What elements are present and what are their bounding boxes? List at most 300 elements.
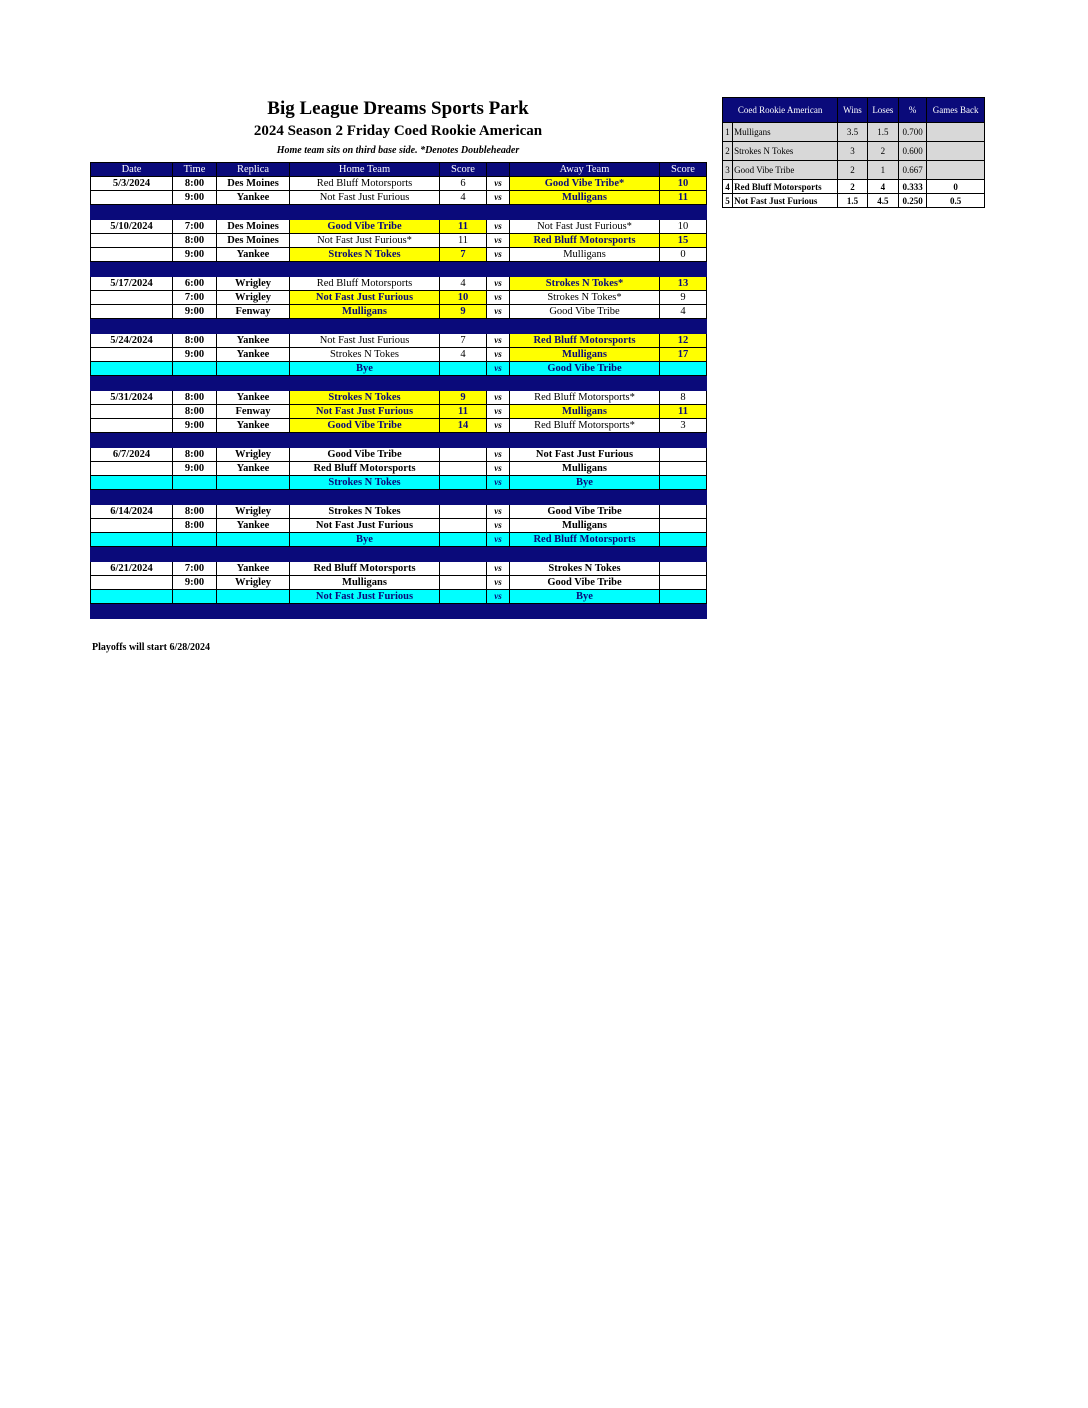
away-team: Bye	[510, 476, 660, 490]
separator-cell	[91, 376, 173, 391]
game-field: Wrigley	[217, 277, 290, 291]
game-field	[217, 362, 290, 376]
game-field: Yankee	[217, 334, 290, 348]
separator-cell	[217, 490, 290, 505]
separator-cell	[91, 205, 173, 220]
standings-games-back	[927, 161, 985, 180]
game-row	[91, 248, 707, 262]
week-separator	[91, 547, 707, 562]
game-field: Fenway	[217, 405, 290, 419]
home-team: Strokes N Tokes	[290, 476, 440, 490]
standings-loses: 4.5	[867, 194, 898, 208]
game-date: 5/31/2024	[91, 391, 173, 405]
home-team: Red Bluff Motorsports	[290, 562, 440, 576]
game-date: 6/14/2024	[91, 505, 173, 519]
game-row	[91, 505, 707, 519]
game-field: Fenway	[217, 305, 290, 319]
separator-cell	[91, 490, 173, 505]
separator-cell	[290, 376, 440, 391]
game-row	[91, 291, 707, 305]
away-score: 11	[660, 191, 707, 205]
game-time: 8:00	[173, 505, 217, 519]
game-field: Yankee	[217, 348, 290, 362]
separator-cell	[91, 262, 173, 277]
separator-cell	[510, 205, 660, 220]
game-date	[91, 576, 173, 590]
away-score: 12	[660, 334, 707, 348]
standings-header-pct: %	[898, 98, 926, 123]
standings-header-games-back: Games Back	[927, 98, 985, 123]
game-date: 6/21/2024	[91, 562, 173, 576]
week-separator	[91, 604, 707, 619]
game-field: Des Moines	[217, 177, 290, 191]
separator-cell	[660, 262, 707, 277]
page-title: Big League Dreams Sports Park	[267, 98, 529, 119]
separator-cell	[440, 604, 487, 619]
separator-cell	[440, 433, 487, 448]
home-team: Red Bluff Motorsports	[290, 277, 440, 291]
standings-table	[722, 97, 985, 208]
vs-label: vs	[487, 405, 510, 419]
game-row	[91, 220, 707, 234]
game-time: 9:00	[173, 348, 217, 362]
home-team: Strokes N Tokes	[290, 348, 440, 362]
standings-pct: 0.667	[898, 161, 926, 180]
game-field: Wrigley	[217, 576, 290, 590]
separator-cell	[487, 490, 510, 505]
home-team: Not Fast Just Furious	[290, 334, 440, 348]
away-team: Mulligans	[510, 348, 660, 362]
column-header-away-team: Away Team	[510, 163, 660, 177]
standings-games-back	[927, 142, 985, 161]
game-row	[91, 448, 707, 462]
vs-label: vs	[487, 419, 510, 433]
vs-label: vs	[487, 519, 510, 533]
away-score: 3	[660, 419, 707, 433]
standings-games-back: 0	[927, 180, 985, 194]
separator-cell	[660, 376, 707, 391]
separator-cell	[217, 376, 290, 391]
home-team: Not Fast Just Furious	[290, 291, 440, 305]
away-team: Mulligans	[510, 191, 660, 205]
vs-label: vs	[487, 448, 510, 462]
game-time: 9:00	[173, 191, 217, 205]
game-date	[91, 419, 173, 433]
schedule-header-row	[91, 163, 707, 177]
home-score: 4	[440, 191, 487, 205]
week-separator	[91, 376, 707, 391]
vs-label: vs	[487, 348, 510, 362]
game-date	[91, 519, 173, 533]
away-team: Mulligans	[510, 405, 660, 419]
separator-cell	[173, 604, 217, 619]
standings-games-back	[927, 123, 985, 142]
game-field: Yankee	[217, 391, 290, 405]
vs-label: vs	[487, 562, 510, 576]
away-team: Good Vibe Tribe*	[510, 177, 660, 191]
home-score: 4	[440, 348, 487, 362]
game-time: 8:00	[173, 519, 217, 533]
bye-row	[91, 362, 707, 376]
week-separator	[91, 490, 707, 505]
home-score: 7	[440, 248, 487, 262]
separator-cell	[290, 205, 440, 220]
away-score: 13	[660, 277, 707, 291]
vs-label: vs	[487, 590, 510, 604]
home-score: 6	[440, 177, 487, 191]
game-field: Wrigley	[217, 291, 290, 305]
home-team: Bye	[290, 362, 440, 376]
game-row	[91, 562, 707, 576]
standings-header-row	[723, 98, 985, 123]
standings-row	[723, 123, 985, 142]
standings-pct: 0.250	[898, 194, 926, 208]
game-time: 9:00	[173, 248, 217, 262]
vs-label: vs	[487, 462, 510, 476]
game-time	[173, 476, 217, 490]
home-team: Red Bluff Motorsports	[290, 462, 440, 476]
home-score	[440, 533, 487, 547]
week-separator	[91, 319, 707, 334]
separator-cell	[440, 547, 487, 562]
standings-header-wins: Wins	[838, 98, 867, 123]
away-score: 0	[660, 248, 707, 262]
game-time: 9:00	[173, 462, 217, 476]
home-team: Not Fast Just Furious*	[290, 234, 440, 248]
game-row	[91, 334, 707, 348]
week-separator	[91, 262, 707, 277]
away-team: Red Bluff Motorsports	[510, 234, 660, 248]
game-time: 6:00	[173, 277, 217, 291]
game-field: Des Moines	[217, 234, 290, 248]
separator-cell	[173, 319, 217, 334]
separator-cell	[660, 319, 707, 334]
away-team: Red Bluff Motorsports*	[510, 391, 660, 405]
away-score	[660, 448, 707, 462]
vs-label: vs	[487, 291, 510, 305]
game-date	[91, 234, 173, 248]
column-header-home-score: Score	[440, 163, 487, 177]
home-team: Good Vibe Tribe	[290, 220, 440, 234]
column-header-replica: Replica	[217, 163, 290, 177]
vs-label: vs	[487, 362, 510, 376]
home-score	[440, 362, 487, 376]
home-score	[440, 562, 487, 576]
standings-row	[723, 161, 985, 180]
bye-row	[91, 533, 707, 547]
separator-cell	[660, 547, 707, 562]
vs-label: vs	[487, 234, 510, 248]
away-team: Good Vibe Tribe	[510, 362, 660, 376]
playoffs-note: Playoffs will start 6/28/2024	[92, 642, 211, 653]
vs-label: vs	[487, 476, 510, 490]
game-time: 8:00	[173, 234, 217, 248]
away-team: Strokes N Tokes*	[510, 277, 660, 291]
away-score: 8	[660, 391, 707, 405]
game-field: Yankee	[217, 519, 290, 533]
separator-cell	[487, 376, 510, 391]
separator-cell	[290, 490, 440, 505]
separator-cell	[440, 262, 487, 277]
bye-row	[91, 590, 707, 604]
vs-label: vs	[487, 277, 510, 291]
home-score: 9	[440, 305, 487, 319]
separator-cell	[91, 604, 173, 619]
standings-team: Strokes N Tokes	[733, 142, 838, 161]
separator-cell	[290, 319, 440, 334]
game-row	[91, 348, 707, 362]
away-score	[660, 462, 707, 476]
game-time	[173, 362, 217, 376]
week-separator	[91, 433, 707, 448]
separator-cell	[510, 319, 660, 334]
vs-label: vs	[487, 334, 510, 348]
home-score: 11	[440, 234, 487, 248]
separator-cell	[510, 433, 660, 448]
standings-row	[723, 180, 985, 194]
separator-cell	[173, 547, 217, 562]
game-time: 8:00	[173, 177, 217, 191]
vs-label: vs	[487, 220, 510, 234]
vs-label: vs	[487, 177, 510, 191]
week-separator	[91, 205, 707, 220]
game-field	[217, 533, 290, 547]
standings-wins: 2	[838, 180, 867, 194]
home-team: Strokes N Tokes	[290, 248, 440, 262]
bye-row	[91, 476, 707, 490]
separator-cell	[290, 604, 440, 619]
game-time: 7:00	[173, 562, 217, 576]
separator-cell	[660, 490, 707, 505]
game-field: Yankee	[217, 462, 290, 476]
separator-cell	[217, 319, 290, 334]
column-header-home-team: Home Team	[290, 163, 440, 177]
away-team: Good Vibe Tribe	[510, 305, 660, 319]
home-team: Bye	[290, 533, 440, 547]
separator-cell	[487, 262, 510, 277]
game-date	[91, 305, 173, 319]
game-field: Yankee	[217, 562, 290, 576]
away-team: Red Bluff Motorsports*	[510, 419, 660, 433]
standings-rank: 5	[723, 194, 733, 208]
home-score	[440, 476, 487, 490]
standings-header-division: Coed Rookie American	[723, 98, 838, 123]
standings-team: Not Fast Just Furious	[733, 194, 838, 208]
away-score	[660, 476, 707, 490]
game-date	[91, 362, 173, 376]
away-team: Bye	[510, 590, 660, 604]
separator-cell	[510, 547, 660, 562]
standings-pct: 0.700	[898, 123, 926, 142]
column-header-date: Date	[91, 163, 173, 177]
away-score	[660, 590, 707, 604]
game-row	[91, 177, 707, 191]
schedule-table	[90, 162, 707, 619]
home-team: Strokes N Tokes	[290, 505, 440, 519]
column-header-away-score: Score	[660, 163, 707, 177]
game-time: 9:00	[173, 576, 217, 590]
separator-cell	[217, 604, 290, 619]
standings-row	[723, 142, 985, 161]
separator-cell	[173, 490, 217, 505]
separator-cell	[487, 547, 510, 562]
standings-rank: 4	[723, 180, 733, 194]
away-score: 15	[660, 234, 707, 248]
separator-cell	[510, 376, 660, 391]
separator-cell	[173, 376, 217, 391]
away-score: 17	[660, 348, 707, 362]
away-score: 9	[660, 291, 707, 305]
column-header-vs	[487, 163, 510, 177]
home-team: Good Vibe Tribe	[290, 419, 440, 433]
game-date	[91, 291, 173, 305]
home-score: 11	[440, 405, 487, 419]
separator-cell	[217, 433, 290, 448]
game-row	[91, 405, 707, 419]
away-score	[660, 362, 707, 376]
vs-label: vs	[487, 505, 510, 519]
game-date	[91, 348, 173, 362]
standings-loses: 4	[867, 180, 898, 194]
away-score	[660, 562, 707, 576]
game-date: 5/3/2024	[91, 177, 173, 191]
away-team: Good Vibe Tribe	[510, 576, 660, 590]
game-row	[91, 519, 707, 533]
schedule-body	[91, 177, 707, 619]
game-row	[91, 419, 707, 433]
standings-team: Mulligans	[733, 123, 838, 142]
home-score: 7	[440, 334, 487, 348]
game-date	[91, 533, 173, 547]
standings-wins: 3.5	[838, 123, 867, 142]
separator-cell	[173, 262, 217, 277]
home-score: 14	[440, 419, 487, 433]
game-row	[91, 576, 707, 590]
separator-cell	[217, 205, 290, 220]
separator-cell	[487, 604, 510, 619]
home-score	[440, 505, 487, 519]
home-team: Not Fast Just Furious	[290, 405, 440, 419]
game-row	[91, 305, 707, 319]
standings-row	[723, 194, 985, 208]
away-team: Not Fast Just Furious*	[510, 220, 660, 234]
away-score	[660, 576, 707, 590]
home-score	[440, 576, 487, 590]
home-team: Not Fast Just Furious	[290, 519, 440, 533]
home-score: 9	[440, 391, 487, 405]
vs-label: vs	[487, 391, 510, 405]
separator-cell	[91, 433, 173, 448]
game-field: Yankee	[217, 248, 290, 262]
standings-rank: 2	[723, 142, 733, 161]
separator-cell	[510, 604, 660, 619]
standings-pct: 0.333	[898, 180, 926, 194]
vs-label: vs	[487, 533, 510, 547]
game-time: 8:00	[173, 391, 217, 405]
game-row	[91, 462, 707, 476]
game-date: 5/17/2024	[91, 277, 173, 291]
game-time: 8:00	[173, 405, 217, 419]
separator-cell	[217, 547, 290, 562]
standings-rank: 3	[723, 161, 733, 180]
home-team: Good Vibe Tribe	[290, 448, 440, 462]
standings-wins: 3	[838, 142, 867, 161]
game-time: 9:00	[173, 305, 217, 319]
game-time	[173, 533, 217, 547]
home-team: Strokes N Tokes	[290, 391, 440, 405]
home-team: Mulligans	[290, 305, 440, 319]
separator-cell	[510, 490, 660, 505]
home-score: 10	[440, 291, 487, 305]
separator-cell	[487, 205, 510, 220]
away-team: Mulligans	[510, 519, 660, 533]
separator-cell	[217, 262, 290, 277]
separator-cell	[440, 490, 487, 505]
standings-wins: 1.5	[838, 194, 867, 208]
vs-label: vs	[487, 191, 510, 205]
schedule-note: Home team sits on third base side. *Denotes Doubleheader	[276, 145, 520, 156]
away-team: Red Bluff Motorsports	[510, 334, 660, 348]
separator-cell	[290, 433, 440, 448]
separator-cell	[290, 547, 440, 562]
game-time: 8:00	[173, 334, 217, 348]
away-team: Strokes N Tokes	[510, 562, 660, 576]
game-row	[91, 234, 707, 248]
standings-loses: 1.5	[867, 123, 898, 142]
separator-cell	[91, 319, 173, 334]
standings-body	[723, 123, 985, 208]
game-date	[91, 590, 173, 604]
away-score	[660, 519, 707, 533]
separator-cell	[173, 205, 217, 220]
standings-header-loses: Loses	[867, 98, 898, 123]
home-team: Mulligans	[290, 576, 440, 590]
game-date: 5/24/2024	[91, 334, 173, 348]
vs-label: vs	[487, 576, 510, 590]
away-score: 10	[660, 220, 707, 234]
away-team: Mulligans	[510, 462, 660, 476]
standings-team: Good Vibe Tribe	[733, 161, 838, 180]
away-team: Not Fast Just Furious	[510, 448, 660, 462]
game-date	[91, 462, 173, 476]
away-score: 11	[660, 405, 707, 419]
home-score: 11	[440, 220, 487, 234]
separator-cell	[440, 319, 487, 334]
home-score	[440, 448, 487, 462]
away-score	[660, 533, 707, 547]
game-row	[91, 191, 707, 205]
home-team: Not Fast Just Furious	[290, 191, 440, 205]
game-field	[217, 590, 290, 604]
away-score: 4	[660, 305, 707, 319]
game-time: 9:00	[173, 419, 217, 433]
game-date	[91, 248, 173, 262]
standings-loses: 1	[867, 161, 898, 180]
separator-cell	[440, 376, 487, 391]
home-score	[440, 462, 487, 476]
game-field: Yankee	[217, 419, 290, 433]
standings-rank: 1	[723, 123, 733, 142]
standings-wins: 2	[838, 161, 867, 180]
separator-cell	[290, 262, 440, 277]
game-time: 7:00	[173, 291, 217, 305]
game-date	[91, 405, 173, 419]
separator-cell	[660, 604, 707, 619]
home-score: 4	[440, 277, 487, 291]
away-team: Strokes N Tokes*	[510, 291, 660, 305]
separator-cell	[487, 319, 510, 334]
standings-games-back: 0.5	[927, 194, 985, 208]
